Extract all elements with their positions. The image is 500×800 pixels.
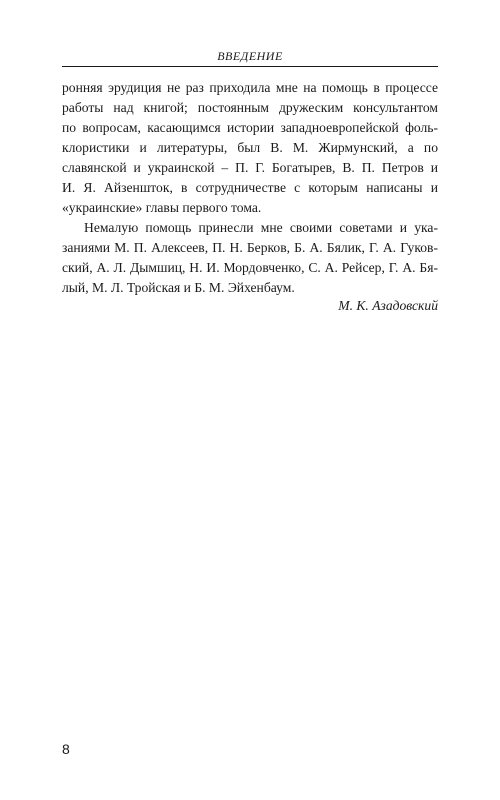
paragraph-2: [62, 218, 438, 298]
text-line: лый, М. Л. Тройская и Б. М. Эйхенбаум.: [62, 280, 295, 295]
text-line: заниями М. П. Алексеев, П. Н. Берков, Б. А. Бялик, Г. А. Гуков-: [62, 240, 438, 255]
text-line: по вопросам, касающимся истории западноевропейской фоль-: [62, 120, 438, 135]
text-line: ский, А. Л. Дымшиц, Н. И. Мордовченко, С. А. Рейсер, Г. А. Бя-: [62, 260, 438, 275]
author-signature: М. К. Азадовский: [338, 298, 438, 313]
text-line: клористики и литературы, был В. М. Жирмунский, а по: [62, 140, 438, 155]
paragraph-1: [62, 78, 438, 218]
text-line: Немалую помощь принесли мне своими советами и ука-: [84, 220, 438, 235]
running-head: ВВЕДЕНИЕ: [217, 49, 283, 63]
text-line: И. Я. Айзеншток, в сотрудничестве с которым написаны и: [62, 180, 438, 195]
text-line: работы над книгой; постоянным дружеским консультантом: [62, 100, 438, 115]
body-text: [62, 78, 438, 298]
page-number: 8: [62, 741, 70, 757]
header-rule: [62, 66, 438, 67]
text-line: ронняя эрудиция не раз приходила мне на помощь в процессе: [62, 80, 438, 95]
text-line: «украинские» главы первого тома.: [62, 200, 262, 215]
text-line: славянской и украинской – П. Г. Богатырев, В. П. Петров и: [62, 160, 438, 175]
